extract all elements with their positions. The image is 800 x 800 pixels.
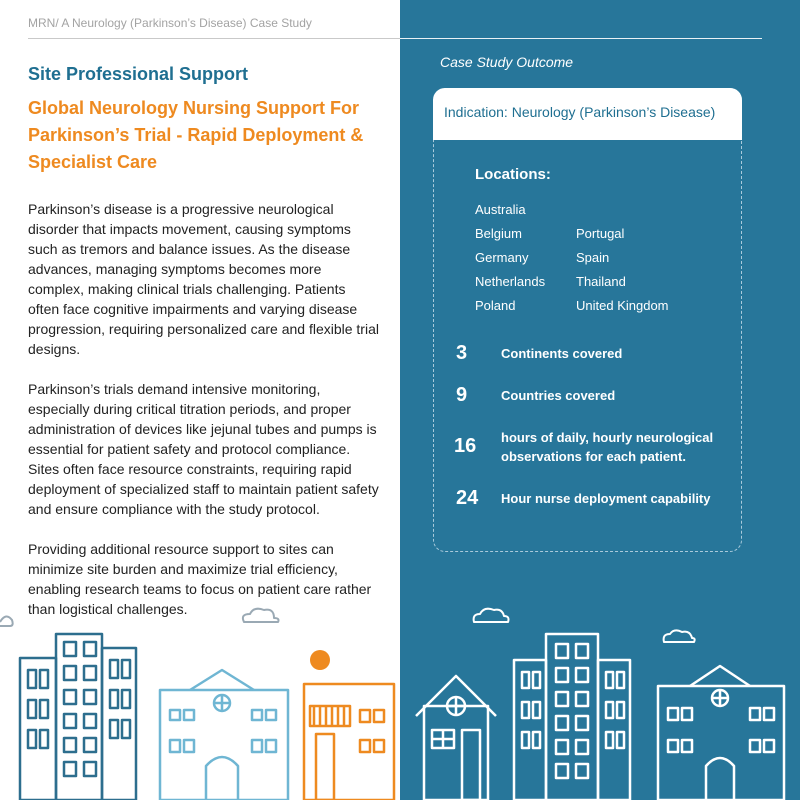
paragraph: Providing additional resource support to sites can minimize site burden and maximize trial efficiency, enabling research teams to focus on patient care rather than logistical challenges. [28,541,372,617]
tall-building-icon [20,634,136,800]
cloud-icon [0,616,13,626]
country-item: Portugal [576,226,625,241]
country-item: Belgium [475,226,522,241]
paragraph: Parkinson’s trials demand intensive monitoring, especially during critical titration periods, and proper administration of devices like jejunal tubes and pumps is essential for patient safety and protocol compliance. Sites often face resource constraints, requiring rapid deployment of specialized staff to maintain patient safety and ensure compliance with the study protocol. [28,381,379,517]
country-item: Thailand [576,274,626,289]
country-item: Germany [475,250,529,265]
apartment-building-icon [514,634,630,800]
stat-label: Countries covered [501,388,616,403]
school-building-icon [658,666,784,800]
stat-label: observations for each patient. [501,449,686,464]
cloud-icon [243,609,279,622]
house-icon [416,676,496,800]
school-building-icon [160,670,288,800]
page-headline: Global Neurology Nursing Support For Parkinson’s Trial - Rapid Deployment & Specialist Care [28,98,364,172]
cloud-icon [474,609,509,622]
stat-number: 9 [456,384,468,406]
section-title: Site Professional Support [28,64,249,84]
stat-number: 3 [456,342,468,364]
stat-number: 16 [454,435,477,457]
breadcrumb: MRN/ A Neurology (Parkinson’s Disease) Case Study [28,16,312,30]
stat-number: 24 [456,487,479,509]
country-item: Netherlands [475,274,546,289]
indication-text: Indication: Neurology (Parkinson’s Disease) [444,104,716,120]
cloud-icon [664,630,695,642]
stat-label: Continents covered [501,346,623,361]
shop-building-icon [304,684,394,800]
outcome-label: Case Study Outcome [440,54,574,70]
stat-label: Hour nurse deployment capability [501,491,711,506]
country-item: United Kingdom [576,298,669,313]
paragraph: Parkinson’s disease is a progressive neurological disorder that impacts movement, causing symptoms such as tremors and balance issues. As the disease advances, managing symptoms becomes more complex, making clinical trials challenging. Patients often face cognitive impairments and varying disease progression, requiring personalized care and flexible trial designs. [28,201,379,357]
sun-icon [310,650,330,670]
country-item: Poland [475,298,516,313]
country-item: Spain [576,250,610,265]
stat-label: hours of daily, hourly neurological [501,430,714,445]
locations-title: Locations: [475,166,551,183]
country-item: Australia [475,202,526,217]
